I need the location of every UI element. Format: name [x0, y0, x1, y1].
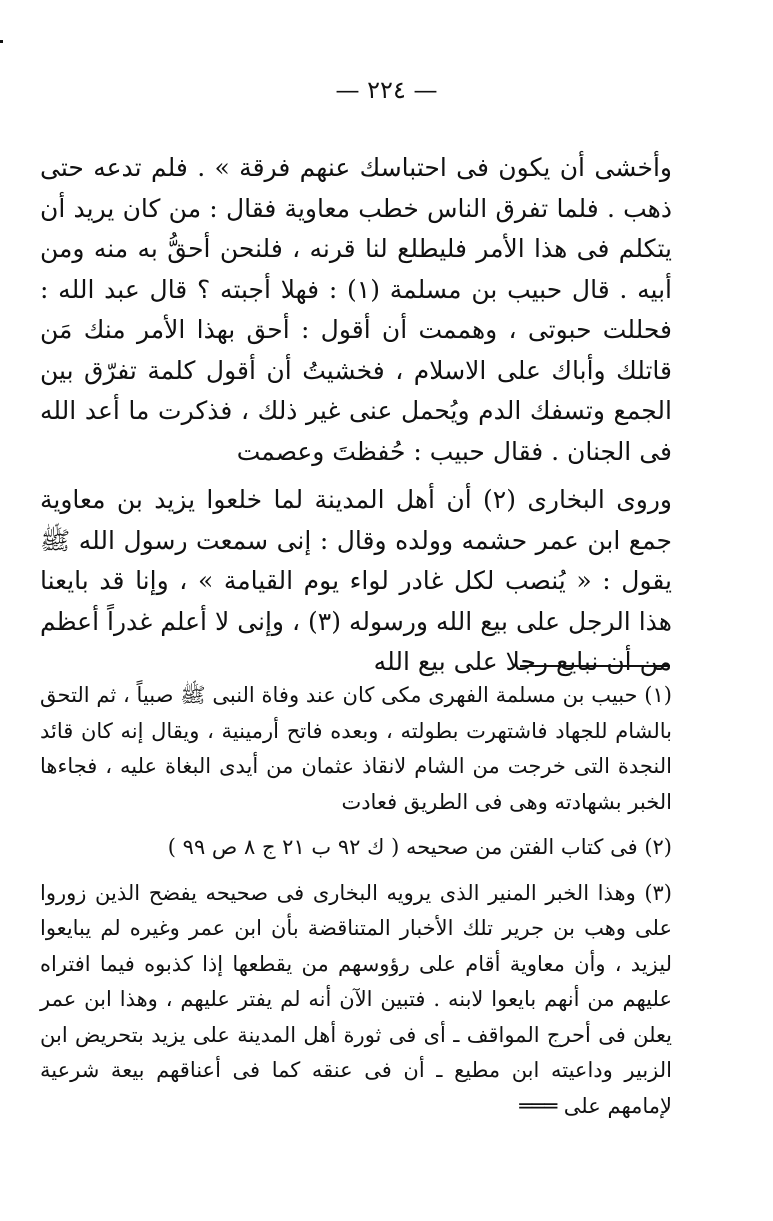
margin-mark — [0, 40, 3, 43]
paragraph-1: وأخشى أن يكون فى احتباسك عنهم فرقة » . فلم تدعه حتى ذهب . فلما تفرق الناس خطب معاوية فقال : من كان يريد أن يتكلم فى هذا الأمر فليطلع لنا قرنه ، فلنحن أحقُّ به منه ومن أبيه . قال حبيب بن مسلمة (١) : فهلا أجبته ؟ قال عبد الله : فحللت حبوتى ، وهممت أن أقول : أحق بهذا الأمر منك مَن قاتلك وأباك على الاسلام ، فخشيتُ أن أقول كلمة تفرّق بين الجمع وتسفك الدم ويُحمل عنى غير ذلك ، فذكرت ما أعد الله فى الجنان . فقال حبيب : حُفظتَ وعصمت — [40, 153, 672, 466]
footnote-2: (٢) فى كتاب الفتن من صحيحه ( ك ٩٢ ب ٢١ ج ٨ ص ٩٩ ) — [167, 835, 672, 859]
footnote-1: (١) حبيب بن مسلمة الفهرى مكى كان عند وفاة النبى ﷺ صبياً ، ثم التحق بالشام للجهاد فاشتهرت بطولته ، وبعده فاتح أرمينية ، ويقال إنه كان قائد النجدة التى خرجت من الشام لانقاذ عثمان من أيدى البغاة عليه ، فجاءها الخبر بشهادته وهى فى الطريق فعادت — [40, 683, 672, 814]
footnote-divider — [520, 665, 670, 667]
page-number: — ٢٢٤ — — [335, 76, 438, 104]
paragraph-2: وروى البخارى (٢) أن أهل المدينة لما خلعوا يزيد بن معاوية جمع ابن عمر حشمه وولده وقال : إنى سمعت رسول الله ﷺ يقول : « يُنصب لكل غادر لواء يوم القيامة » ، وإنا قد بايعنا هذا الرجل على بيع الله ورسوله (٣) ، وإنى لا أعلم غدراً أعظم من أن نبايع رجلا على بيع الله — [40, 485, 672, 676]
footnote-3: (٣) وهذا الخبر المنير الذى يرويه البخارى فى صحيحه يفضح الذين زوروا على وهب بن جرير تلك الأخبار المتناقضة بأن ابن عمر وغيره لم يبايعوا ليزيد ، وأن معاوية أقام على رؤوسهم من يقطعها إذا كذبوه فيما افتراه عليهم من أنهم بايعوا لابنه . فتبين الآن أنه لم يفتر عليهم ، وهذا ابن عمر يعلن فى أحرج المواقف ـ أى فى ثورة أهل المدينة على يزيد بتحريض ابن الزبير وداعيته ابن مطيع ـ أن فى عنقه كما فى أعناقهم بيعة شرعية لإمامهم على ═══ — [40, 880, 672, 1118]
footnotes — [40, 678, 672, 1124]
main-text — [40, 148, 672, 683]
